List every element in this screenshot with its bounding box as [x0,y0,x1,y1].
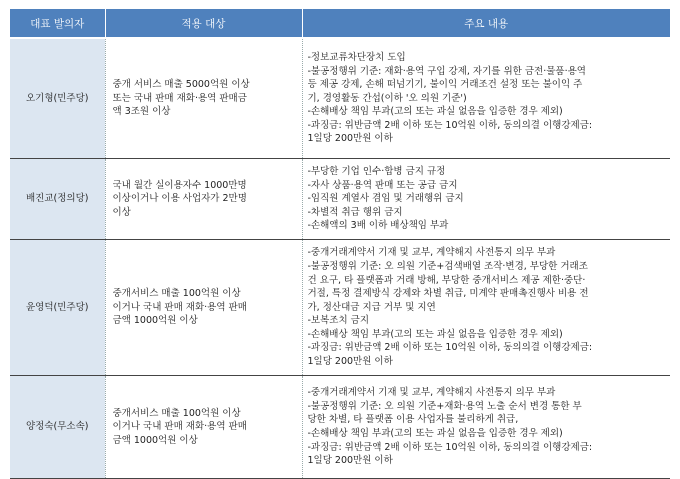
target-line: 중개 서비스 매출 5000억원 이상 [112,79,250,91]
content-line: 건 요구, 타 플랫폼과 거래 방해, 부당한 중개서비스 제공 제한·중단· [307,274,586,286]
content-line: 당한 차별, 타 플랫폼 이용 사업자를 불리하게 취급, [307,414,519,426]
content-line: 등 제공 강제, 손해 떠넘기기, 불이익 거래조건 설정 또는 불이익 주 [307,79,583,91]
content-line: -중개거래계약서 기재 및 교부, 계약해지 사전통지 의무 부과 [307,247,556,259]
content-line: -과징금: 위반금액 2배 이하 또는 10억원 이하, 동의의결 이행강제금: [307,441,593,453]
proposer-cell: 오기형(민주당) [10,38,105,159]
content-cell [302,38,670,159]
content-line: 1일당 200만원 이하 [307,455,393,467]
target-line: 이상 [112,206,131,218]
content-line: 1일당 200만원 이하 [307,356,393,368]
content-line: -자사 상품·용역 판매 또는 공급 금지 [307,179,458,191]
target-cell [105,240,302,376]
target-cell [105,159,302,240]
table-row [10,376,670,479]
content-line: 거절, 특정 결제방식 강제와 차별 취급, 미계약 판매촉진행사 비용 전 [307,288,589,300]
proposer-cell: 양정숙(무소속) [10,376,105,479]
content-line: -보복조치 금지 [307,315,370,327]
content-line: -불공정행위 기준: 오 의원 기준+재화·용역 노출 순서 변경 통한 부 [307,400,582,412]
table-row [10,38,670,159]
table-row [10,240,670,376]
target-line: 이상이거나 이용 사업자가 2만명 [112,193,247,205]
target-line: 국내 월간 실이용자수 1000만명 [112,179,247,191]
header-content: 주요 내용 [302,9,670,38]
target-cell [105,376,302,479]
table-header-row [10,9,670,38]
target-line: 금액 1000억원 이상 [112,315,198,327]
table-row [10,159,670,240]
target-line: 중개서비스 매출 100억원 이상 [112,407,241,419]
header-target: 적용 대상 [105,9,302,38]
content-line: -손해배상 책임 부과(고의 또는 과실 없음을 입증한 경우 제외) [307,428,563,439]
content-line: -중개거래계약서 기재 및 교부, 계약해지 사전통지 의무 부과 [307,387,556,399]
header-proposer: 대표 발의자 [10,9,105,38]
content-line: -불공정행위 기준: 오 의원 기준+검색배열 조작·변경, 부당한 거래조 [307,260,588,272]
bill-comparison-table [10,9,670,479]
content-line: 1일당 200만원 이하 [307,133,393,145]
target-cell [105,38,302,159]
content-line: -손해액의 3배 이하 배상책임 부과 [307,220,449,232]
content-line: -임직원 계열사 겸임 및 거래행위 금지 [307,193,464,205]
content-cell [302,159,670,240]
target-line: 이거나 국내 판매 재화·용역 판매 [112,421,247,433]
target-line: 중개서비스 매출 100억원 이상 [112,288,241,300]
content-line: -부당한 기업 인수·합병 금지 규정 [307,166,446,178]
content-line: 가, 정산대금 지급 거부 및 지연 [307,301,436,313]
proposer-cell: 배진교(정의당) [10,159,105,240]
target-line: 또는 국내 판매 재화·용역 판매금 [112,92,247,104]
content-line: -손해배상 책임 부과(고의 또는 과실 없음을 입증한 경우 제외) [307,328,563,340]
content-line: -손해배상 책임 부과(고의 또는 과실 없음을 입증한 경우 제외) [307,106,563,118]
content-line: -과징금: 위반금액 2배 이하 또는 10억원 이하, 동의의결 이행강제금: [307,342,593,354]
content-line: -불공정행위 기준: 재화·용역 구입 강제, 자기를 위한 금전·물품·용역 [307,65,586,77]
content-line: -과징금: 위반금액 2배 이하 또는 10억원 이하, 동의의결 이행강제금: [307,119,593,131]
target-line: 금액 1000억원 이상 [112,434,198,446]
content-line: -정보교류차단장치 도입 [307,51,406,63]
content-cell [302,240,670,376]
content-line: 기, 경영활동 간섭(이하 '오 의원 기준') [307,92,467,104]
bill-comparison-table-container [10,9,670,479]
target-line: 액 3조원 이상 [112,106,171,118]
proposer-cell: 윤영덕(민주당) [10,240,105,376]
target-line: 이거나 국내 판매 재화·용역 판매 [112,301,247,313]
content-line: -차별적 취급 행위 금지 [307,206,403,218]
content-cell [302,376,670,479]
